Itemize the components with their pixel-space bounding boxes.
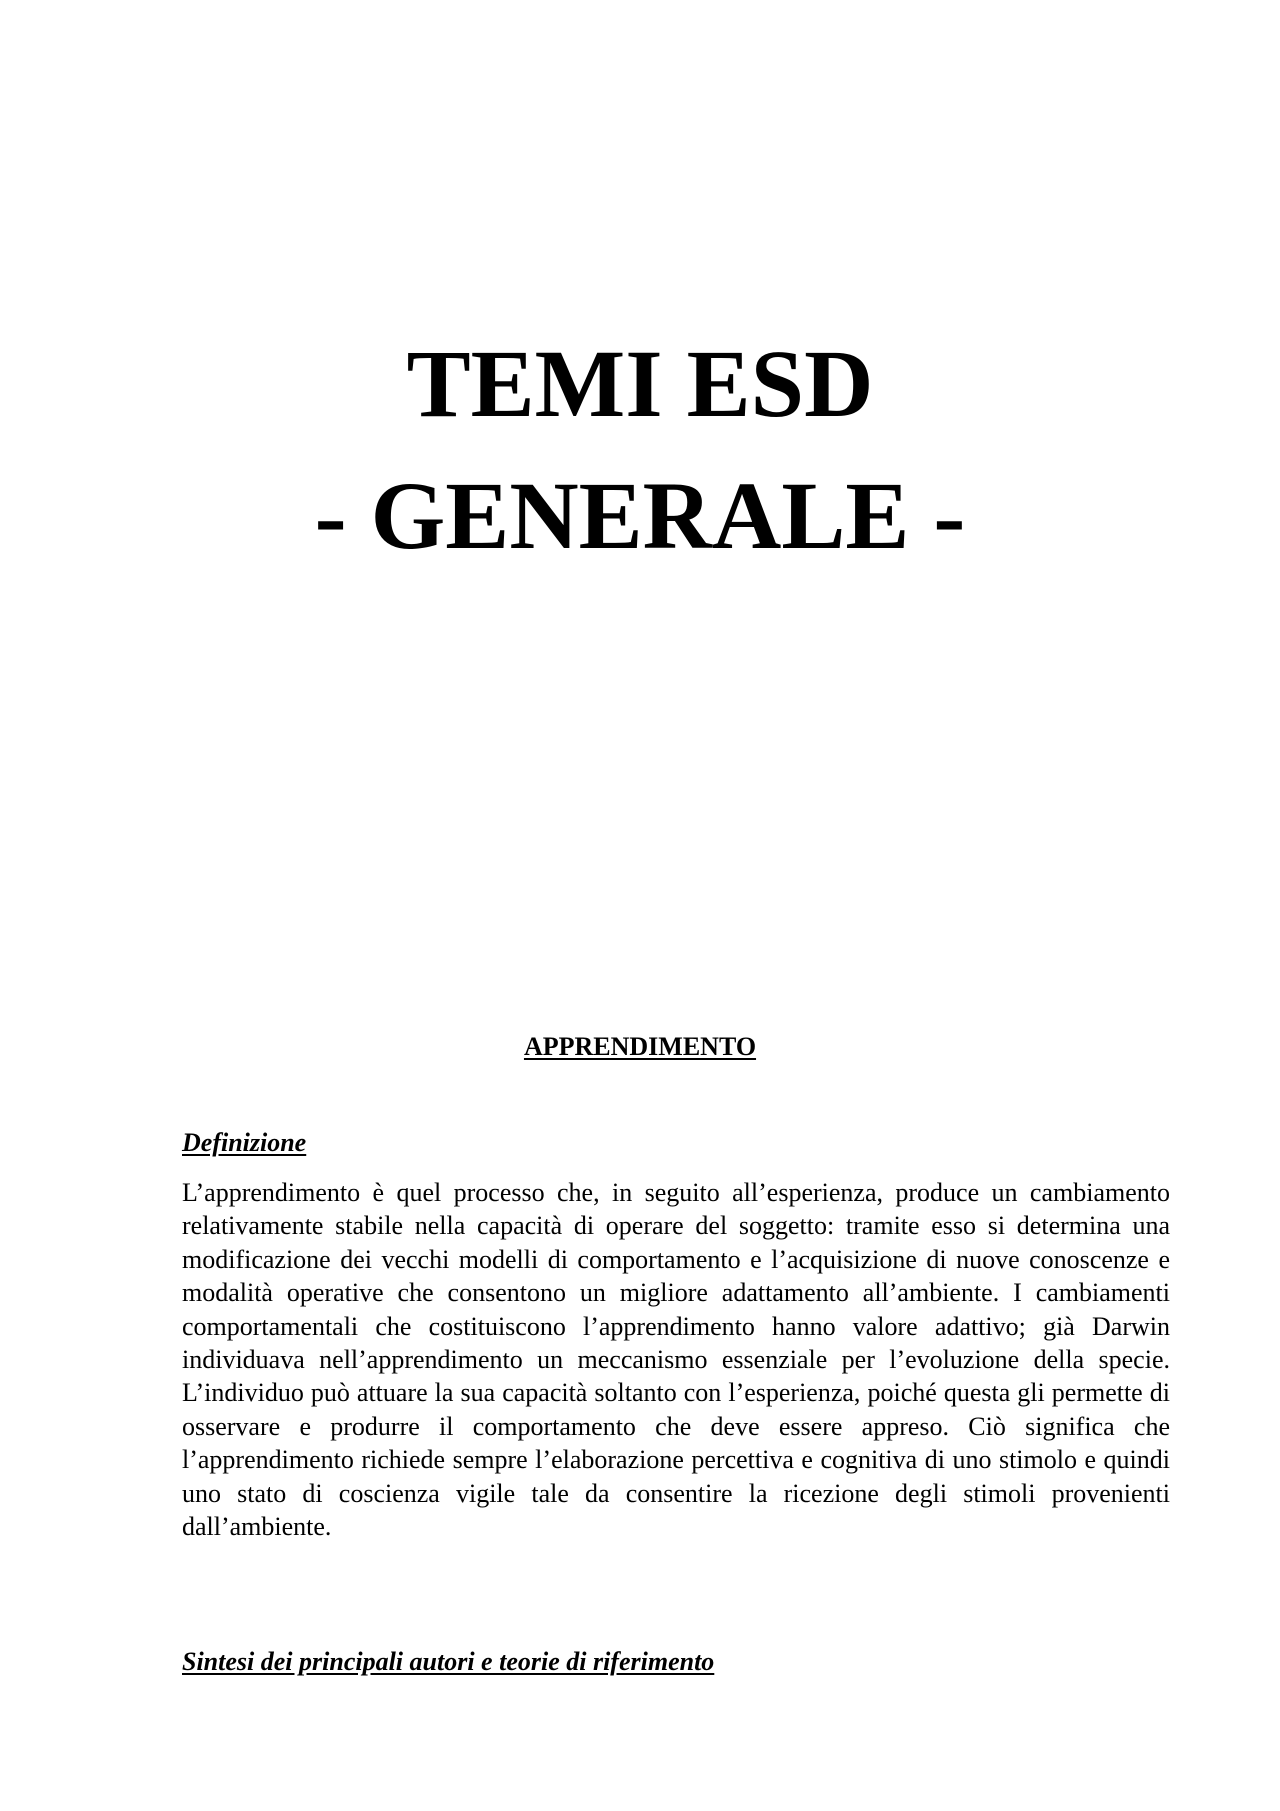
definition-paragraph: L’apprendimento è quel processo che, in seguito all’esperienza, produce un cambiamento relativamente stabile nella capacità di operare del soggetto: tramite esso si determina una modificazione dei vecchi modelli di comportamento e l’acquisizione di nuove conoscenze e modalità operative che consentono un migliore adattamento all’ambiente. I cambiamenti comportamentali che costituiscono l’apprendimento hanno valore adattivo; già Darwin individuava nell’apprendimento un meccanismo essenziale per l’evoluzione della specie. L’individuo può attuare la sua capacità soltanto con l’esperienza, poiché questa gli permette di osservare e produrre il comportamento che deve essere appreso. Ciò significa che l’apprendimento richiede sempre l’elaborazione percettiva e cognitiva di uno stimolo e quindi uno stato di coscienza vigile tale da consentire la ricezione degli stimoli provenienti dall’ambiente. xyxy=(182,1178,1170,1542)
title-line-2: - GENERALE - xyxy=(314,462,966,569)
title-line-1: TEMI ESD xyxy=(406,330,874,437)
document-title xyxy=(0,318,1280,582)
synthesis-heading: Sintesi dei principali autori e teorie di riferimento xyxy=(182,1647,715,1676)
section-heading-apprendimento: APPRENDIMENTO xyxy=(523,1032,757,1061)
definition-heading: Definizione xyxy=(182,1128,307,1157)
